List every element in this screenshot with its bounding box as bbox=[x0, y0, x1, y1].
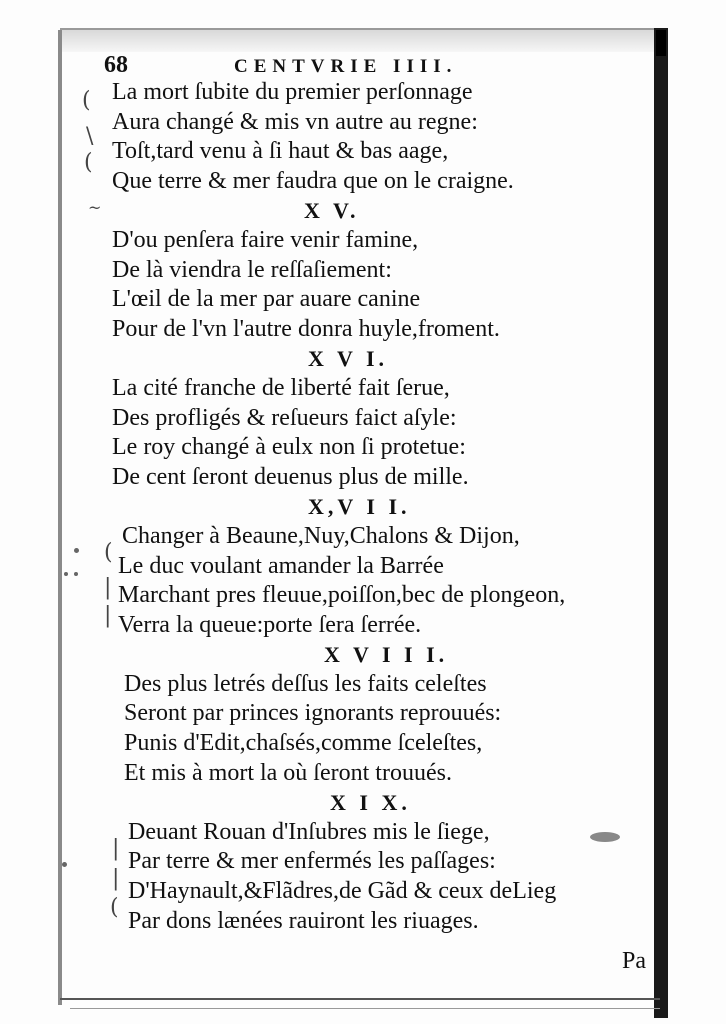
verse-line: Pour de l'vn l'autre donra huyle,froment. bbox=[112, 315, 500, 342]
scan-top-edge bbox=[60, 28, 660, 52]
ink-speck bbox=[64, 572, 68, 576]
verse-line: Des plus letrés deſſus les faits celeſtes bbox=[124, 670, 487, 697]
ink-speck bbox=[74, 548, 79, 553]
page-left-edge bbox=[58, 30, 62, 1005]
margin-bracket-mark: | bbox=[112, 866, 120, 891]
margin-bracket-mark: | bbox=[104, 575, 112, 600]
verse-line: De là viendra le reſſaſiement: bbox=[112, 256, 392, 283]
verse-line: Marchant pres fleuue,poiſſon,bec de plongeon, bbox=[118, 582, 566, 609]
margin-bracket-mark: | bbox=[104, 603, 112, 628]
verse-line: Par dons lænées rauiront les riuages. bbox=[128, 907, 479, 934]
quatrain bbox=[112, 640, 672, 788]
margin-bracket-mark: | bbox=[112, 836, 120, 861]
quatrain bbox=[112, 196, 672, 344]
verse-line: Aura changé & mis vn autre au regne: bbox=[112, 108, 478, 135]
quatrain bbox=[112, 344, 672, 492]
page-bottom-edge-shadow bbox=[70, 1008, 660, 1009]
verse-line: Par terre & mer enfermés les paſſages: bbox=[128, 848, 496, 875]
quatrain-number: X I X. bbox=[330, 790, 411, 816]
verse-line: L'œil de la mer par auare canine bbox=[112, 286, 421, 313]
quatrain bbox=[112, 788, 672, 936]
margin-ink-mark: ~ bbox=[88, 198, 102, 217]
margin-bracket-mark: ( bbox=[110, 895, 119, 920]
page-number: 68 bbox=[104, 52, 128, 78]
verse-line: Que terre & mer faudra que on le craigne. bbox=[112, 167, 514, 194]
verse-line: De cent ſeront deuenus plus de mille. bbox=[112, 463, 469, 490]
scan-binding-notch bbox=[656, 30, 666, 56]
verse-line: Des profligés & reſueurs faict aſyle: bbox=[112, 404, 457, 431]
verse-line: Deuant Rouan d'Inſubres mis le ſiege, bbox=[128, 818, 490, 845]
verse-line: Le roy changé à eulx non ſi protetue: bbox=[112, 434, 466, 461]
quatrain-number: X V I. bbox=[308, 346, 389, 372]
verse-line: Verra la queue:porte ſera ſerrée. bbox=[118, 611, 422, 638]
quatrain-number: X,V I I. bbox=[308, 494, 411, 520]
quatrain-number: X V I I I. bbox=[324, 642, 449, 668]
quatrain bbox=[112, 492, 672, 640]
verse-line: La cité franche de liberté fait ſerue, bbox=[112, 374, 450, 401]
page-bottom-edge bbox=[60, 998, 660, 1000]
margin-bracket-mark: ( bbox=[104, 540, 113, 565]
verse-line: D'ou penſera faire venir famine, bbox=[112, 226, 419, 253]
verse-line: Punis d'Edit,chaſsés,comme ſceleſtes, bbox=[124, 730, 483, 757]
verse-line: La mort ſubite du premier perſonnage bbox=[112, 79, 473, 105]
margin-bracket-mark: \ bbox=[86, 124, 94, 149]
quatrains bbox=[112, 78, 672, 936]
verse-line: Seront par princes ignorants reprouués: bbox=[124, 700, 502, 727]
running-title: CENTVRIE IIII. bbox=[234, 56, 458, 77]
quatrain-number: X V. bbox=[304, 198, 360, 224]
verse-line: Changer à Beaune,Nuy,Chalons & Dijon, bbox=[122, 522, 520, 549]
verse-line: Et mis à mort la où ſeront trouués. bbox=[124, 759, 452, 786]
verse-line: Toſt,tard venu à ſi haut & bas aage, bbox=[112, 138, 449, 165]
ink-speck bbox=[62, 862, 67, 867]
quatrain bbox=[112, 78, 672, 196]
catchword: Pa bbox=[622, 948, 646, 974]
margin-bracket-mark: ( bbox=[84, 150, 93, 175]
ink-speck bbox=[74, 572, 78, 576]
margin-bracket-mark: ( bbox=[82, 88, 91, 113]
verse-line: D'Haynault,&Flãdres,de Gãd & ceux deLieg bbox=[128, 878, 557, 905]
verse-line: Le duc voulant amander la Barrée bbox=[118, 552, 444, 579]
